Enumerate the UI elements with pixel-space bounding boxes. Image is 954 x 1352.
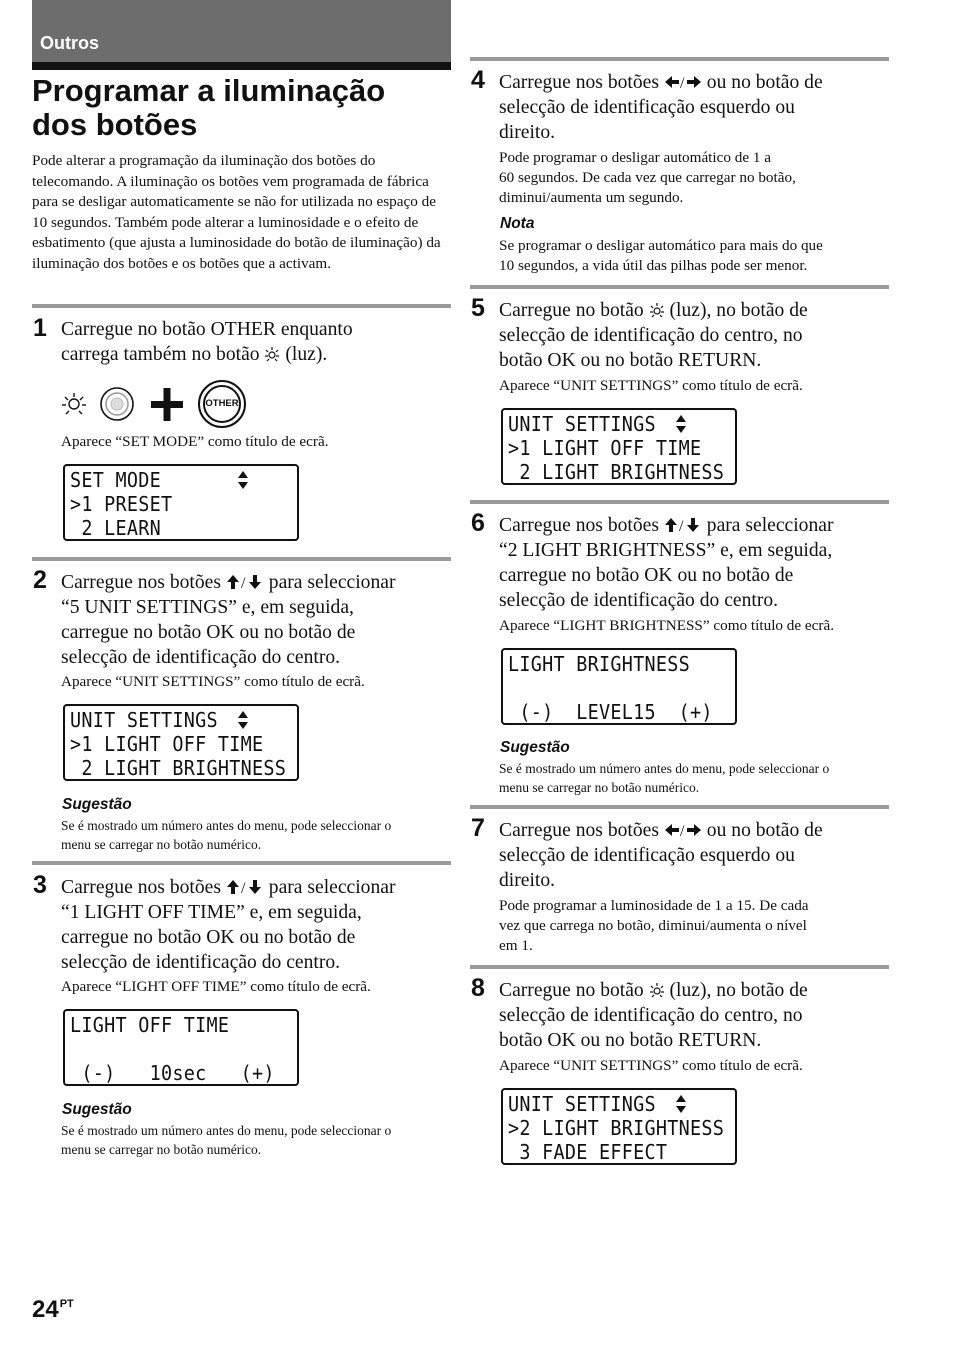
text-run: ou no botão de bbox=[701, 72, 823, 93]
step-number: 4 bbox=[471, 66, 485, 94]
tip-text bbox=[499, 760, 829, 797]
tip-line: Se é mostrado um número antes do menu, pode seleccionar o bbox=[61, 818, 392, 833]
step-text-line: “2 LIGHT BRIGHTNESS” e, em seguida, bbox=[499, 540, 833, 561]
step-divider bbox=[470, 805, 889, 809]
light-icon bbox=[649, 302, 665, 318]
step-text-line: carregue no botão OK ou no botão de bbox=[61, 927, 356, 948]
lcd-line: (-) 10sec (+) bbox=[70, 1061, 275, 1085]
detail-line: Pode programar o desligar automático de 1 a bbox=[499, 149, 772, 166]
lcd-line: >2 LIGHT BRIGHTNESS bbox=[508, 1116, 725, 1140]
left-right-arrows-icon bbox=[664, 74, 702, 90]
step-divider bbox=[470, 285, 889, 289]
step-text-line: selecção de identificação esquerdo ou bbox=[499, 97, 795, 118]
lcd-light-off-time bbox=[63, 1009, 299, 1086]
lcd-line: UNIT SETTINGS bbox=[508, 1092, 656, 1116]
step-text-line: carregue no botão OK ou no botão de bbox=[61, 622, 356, 643]
text-run: Carregue nos botões bbox=[61, 877, 226, 898]
page-number-value: 24 bbox=[32, 1296, 59, 1323]
step-text-line bbox=[499, 818, 823, 843]
lcd-unit-settings bbox=[501, 1088, 737, 1165]
up-down-arrow-icon bbox=[237, 470, 249, 490]
lcd-unit-settings bbox=[501, 408, 737, 485]
detail-line: vez que carrega no botão, diminui/aumenta o nível bbox=[499, 917, 807, 934]
step-divider bbox=[32, 861, 451, 865]
tip-line: menu se carregar no botão numérico. bbox=[61, 836, 262, 852]
text-run: ou no botão de bbox=[701, 820, 823, 841]
light-icon bbox=[264, 346, 280, 362]
text-run: Carregue nos botões bbox=[499, 72, 664, 93]
step-text-line: direito. bbox=[499, 122, 556, 143]
up-down-arrow-icon bbox=[237, 710, 249, 730]
other-button-label: OTHER bbox=[205, 398, 239, 409]
light-icon bbox=[62, 393, 86, 414]
step-text-line bbox=[499, 70, 823, 95]
svg-text:/: / bbox=[240, 575, 246, 590]
step-text-line bbox=[61, 875, 396, 900]
text-run: Carregue no botão bbox=[499, 300, 649, 321]
step-2-result: Aparece “UNIT SETTINGS” como título de ecrã. bbox=[61, 673, 365, 690]
step-4-detail bbox=[499, 148, 796, 208]
step-7-detail bbox=[499, 896, 809, 956]
lcd-unit-settings bbox=[63, 704, 299, 781]
step-8-text bbox=[499, 978, 808, 1053]
tip-heading: Sugestão bbox=[500, 739, 570, 756]
step-text-line: Carregue no botão OTHER enquanto bbox=[61, 319, 353, 340]
step-3-result: Aparece “LIGHT OFF TIME” como título de ecrã. bbox=[61, 978, 371, 995]
step-5-result: Aparece “UNIT SETTINGS” como título de ecrã. bbox=[499, 377, 803, 394]
tip-heading: Sugestão bbox=[62, 1101, 132, 1118]
text-run: Carregue nos botões bbox=[61, 572, 226, 593]
page-title-line2: dos botões bbox=[32, 107, 198, 142]
lcd-set-mode bbox=[63, 464, 299, 541]
tip-text bbox=[61, 1122, 391, 1159]
tip-line: menu se carregar no botão numérico. bbox=[61, 1141, 262, 1157]
step-text-line: selecção de identificação do centro. bbox=[61, 952, 341, 973]
lcd-line: 2 LEARN bbox=[70, 516, 162, 540]
text-run: Carregue no botão bbox=[499, 980, 649, 1001]
light-button-icon bbox=[101, 388, 133, 420]
step-text-line: selecção de identificação do centro. bbox=[61, 647, 341, 668]
step-text-line: direito. bbox=[499, 870, 556, 891]
step-text-line bbox=[499, 978, 808, 1003]
up-down-arrow-icon bbox=[675, 414, 687, 434]
lcd-line: (-) LEVEL15 (+) bbox=[508, 700, 713, 724]
step-divider bbox=[470, 500, 889, 504]
step-2-text bbox=[61, 570, 396, 670]
section-label: Outros bbox=[40, 33, 100, 53]
light-icon bbox=[649, 982, 665, 998]
text-run: para seleccionar bbox=[263, 572, 396, 593]
lcd-line: UNIT SETTINGS bbox=[508, 412, 656, 436]
text-run: Carregue nos botões bbox=[499, 515, 664, 536]
page-title bbox=[32, 74, 452, 142]
step-1-text bbox=[61, 317, 353, 367]
lcd-line: >1 LIGHT OFF TIME bbox=[508, 436, 702, 460]
step-text-line: selecção de identificação do centro. bbox=[499, 590, 779, 611]
lcd-line: >1 PRESET bbox=[70, 492, 173, 516]
lcd-line: >1 LIGHT OFF TIME bbox=[70, 732, 264, 756]
step-number: 7 bbox=[471, 814, 485, 842]
step-text-line: selecção de identificação do centro, no bbox=[499, 1005, 803, 1026]
text-run: Carregue nos botões bbox=[499, 820, 664, 841]
note-line: 10 segundos, a vida útil das pilhas pode ser menor. bbox=[499, 257, 808, 274]
lcd-line: LIGHT OFF TIME bbox=[70, 1013, 230, 1037]
up-down-arrows-icon bbox=[664, 517, 702, 533]
tip-line: Se é mostrado um número antes do menu, pode seleccionar o bbox=[61, 1123, 392, 1138]
step-7-text bbox=[499, 818, 823, 893]
detail-line: Pode programar a luminosidade de 1 a 15. De cada bbox=[499, 897, 809, 914]
detail-line: 60 segundos. De cada vez que carregar no botão, bbox=[499, 169, 796, 186]
step-6-text bbox=[499, 513, 834, 613]
up-down-arrow-icon bbox=[675, 1094, 687, 1114]
step-text-line: selecção de identificação esquerdo ou bbox=[499, 845, 795, 866]
step-number: 6 bbox=[471, 509, 485, 537]
text-run: (luz). bbox=[280, 344, 328, 365]
step-number: 3 bbox=[33, 871, 47, 899]
left-right-arrows-icon bbox=[664, 822, 702, 838]
note-text bbox=[499, 236, 823, 276]
step-number: 8 bbox=[471, 974, 485, 1002]
lcd-line: LIGHT BRIGHTNESS bbox=[508, 652, 691, 676]
intro-paragraph: Pode alterar a programação da iluminação dos botões do telecomando. A iluminação os botões vem programada de fábrica para se desligar automaticamente se não for utilizada no espaço de 10 segundos. Também pode alterar a luminosidade e o efeito de esbatimento (que ajusta a luminosidade do botão de iluminação) da iluminação dos botões e os botões que a activam. bbox=[32, 152, 441, 272]
step-divider bbox=[470, 965, 889, 969]
text-run: (luz), no botão de bbox=[664, 300, 808, 321]
lcd-line: SET MODE bbox=[70, 468, 162, 492]
plus-icon bbox=[151, 388, 183, 421]
tip-line: Se é mostrado um número antes do menu, pode seleccionar o bbox=[499, 761, 830, 776]
up-down-arrows-icon bbox=[226, 574, 264, 590]
detail-line: diminui/aumenta um segundo. bbox=[499, 189, 684, 206]
svg-text:/: / bbox=[240, 880, 246, 895]
svg-text:/: / bbox=[678, 518, 684, 533]
detail-line: em 1. bbox=[499, 937, 533, 954]
tip-heading: Sugestão bbox=[62, 796, 132, 813]
text-run: para seleccionar bbox=[263, 877, 396, 898]
svg-text:/: / bbox=[679, 75, 685, 90]
lcd-light-brightness bbox=[501, 648, 737, 725]
step-4-text bbox=[499, 70, 823, 145]
step-number: 2 bbox=[33, 566, 47, 594]
step-text-line: botão OK ou no botão RETURN. bbox=[499, 350, 762, 371]
step-text-line: “1 LIGHT OFF TIME” e, em seguida, bbox=[61, 902, 362, 923]
step-divider bbox=[470, 57, 889, 61]
page-title-line1: Programar a iluminação bbox=[32, 73, 386, 108]
step-text-line: “5 UNIT SETTINGS” e, em seguida, bbox=[61, 597, 354, 618]
step-5-text bbox=[499, 298, 808, 373]
step-text-line bbox=[499, 513, 834, 538]
step-text-line bbox=[61, 342, 353, 367]
lcd-line: 2 LIGHT BRIGHTNESS bbox=[508, 460, 725, 484]
note-heading: Nota bbox=[500, 215, 535, 232]
step-8-result: Aparece “UNIT SETTINGS” como título de ecrã. bbox=[499, 1057, 803, 1074]
step-text-line bbox=[61, 570, 396, 595]
text-run: para seleccionar bbox=[701, 515, 834, 536]
step-text-line: selecção de identificação do centro, no bbox=[499, 325, 803, 346]
text-run: (luz), no botão de bbox=[664, 980, 808, 1001]
lcd-line: 3 FADE EFFECT bbox=[508, 1140, 668, 1164]
text-run: carrega também no botão bbox=[61, 344, 265, 365]
step-number: 5 bbox=[471, 294, 485, 322]
step-divider bbox=[32, 304, 451, 308]
tip-line: menu se carregar no botão numérico. bbox=[499, 779, 700, 795]
step-1-result: Aparece “SET MODE” como título de ecrã. bbox=[61, 433, 329, 450]
note-line: Se programar o desligar automático para mais do que bbox=[499, 237, 823, 254]
up-down-arrows-icon bbox=[226, 879, 264, 895]
section-header-rule bbox=[32, 62, 451, 70]
step-divider bbox=[32, 557, 451, 561]
step-text-line: carregue no botão OK ou no botão de bbox=[499, 565, 794, 586]
step-6-result: Aparece “LIGHT BRIGHTNESS” como título de ecrã. bbox=[499, 617, 835, 634]
lcd-line: UNIT SETTINGS bbox=[70, 708, 218, 732]
step-text-line: botão OK ou no botão RETURN. bbox=[499, 1030, 762, 1051]
step-3-text bbox=[61, 875, 396, 975]
page-number bbox=[32, 1296, 74, 1324]
step-text-line bbox=[499, 298, 808, 323]
svg-text:/: / bbox=[679, 823, 685, 838]
page-language-code: PT bbox=[59, 1298, 74, 1310]
lcd-line: 2 LIGHT BRIGHTNESS bbox=[70, 756, 287, 780]
step-number: 1 bbox=[33, 314, 47, 342]
tip-text bbox=[61, 817, 391, 854]
